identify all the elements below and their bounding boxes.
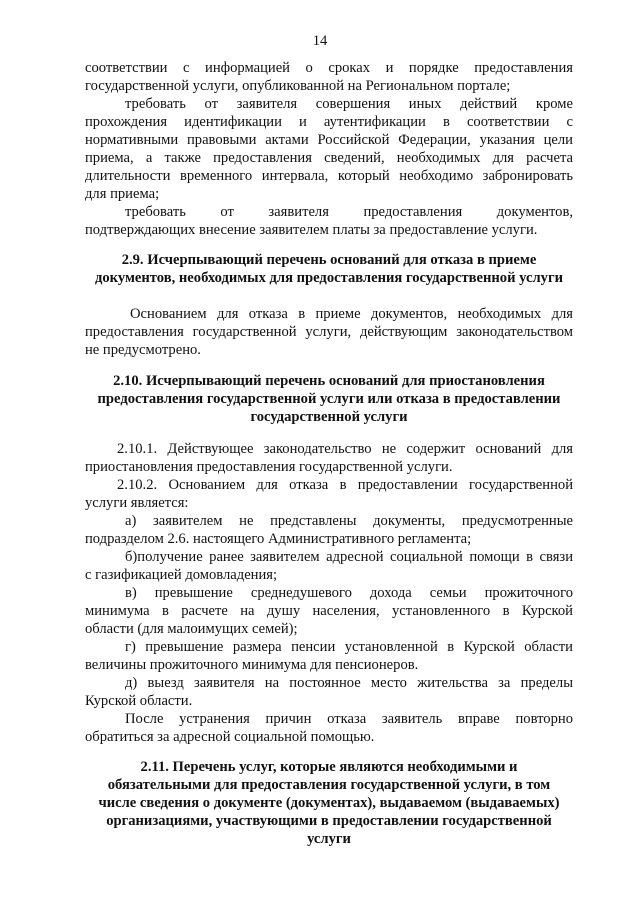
list-item-d: д) выезд заявителя на постоянное место жительства за пределы bbox=[125, 675, 573, 691]
section-heading-2-11: услуги bbox=[307, 831, 351, 847]
section-heading-2-10: государственной услуги bbox=[250, 409, 408, 425]
page-number: 14 bbox=[312, 33, 328, 49]
text-line: минимума в расчете на душу населения, установленного в Курской bbox=[85, 603, 573, 619]
list-item-b: б)получение ранее заявителем адресной социальной помощи в связи bbox=[125, 549, 573, 565]
section-heading-2-11: 2.11. Перечень услуг, которые являются необходимыми и bbox=[140, 759, 518, 775]
text-line: прохождения идентификации и аутентификации в соответствии с bbox=[85, 114, 573, 130]
text-line: с газификацией домовладения; bbox=[85, 567, 278, 583]
text-line: требовать от заявителя предоставления документов, bbox=[125, 204, 573, 220]
section-heading-2-10: 2.10. Исчерпывающий перечень оснований для приостановления bbox=[113, 373, 545, 389]
text-line: величины прожиточного минимума для пенсионеров. bbox=[85, 657, 419, 673]
text-line: приостановления предоставления государственной услуги. bbox=[85, 459, 453, 475]
text-line: длительности временного интервала, который необходимо забронировать bbox=[85, 168, 573, 184]
text-line: 2.10.2. Основанием для отказа в предоставлении государственной bbox=[117, 477, 573, 493]
text-line: После устранения причин отказа заявитель вправе повторно bbox=[125, 711, 573, 727]
section-heading-2-10: предоставления государственной услуги или отказа в предоставлении bbox=[97, 391, 561, 407]
text-line: подтверждающих внесение заявителем платы за предоставление услуги. bbox=[85, 222, 538, 238]
section-heading-2-9: документов, необходимых для предоставления государственной услуги bbox=[95, 270, 563, 286]
text-line: Курской области. bbox=[85, 693, 193, 709]
section-heading-2-11: организациями, участвующими в предоставлении государственной bbox=[106, 813, 552, 829]
list-item-v: в) превышение среднедушевого дохода семьи прожиточного bbox=[125, 585, 573, 601]
text-line: требовать от заявителя совершения иных действий кроме bbox=[125, 96, 573, 112]
text-line: 2.10.1. Действующее законодательство не содержит оснований для bbox=[117, 441, 573, 457]
text-line: обратиться за адресной социальной помощью. bbox=[85, 729, 375, 745]
section-heading-2-9: 2.9. Исчерпывающий перечень оснований для отказа в приеме bbox=[121, 252, 537, 268]
text-line: государственной услуги, опубликованной на Региональном портале; bbox=[85, 78, 511, 94]
text-line: предоставления государственной услуги, действующим законодательством bbox=[85, 324, 573, 340]
text-line: не предусмотрено. bbox=[85, 342, 201, 358]
text-line: подразделом 2.6. настоящего Административного регламента; bbox=[85, 531, 472, 547]
section-heading-2-11: числе сведения о документе (документах), выдаваемом (выдаваемых) bbox=[98, 795, 560, 811]
list-item-g: г) превышение размера пенсии установленной в Курской области bbox=[125, 639, 573, 655]
text-line: Основанием для отказа в приеме документов, необходимых для bbox=[130, 306, 573, 322]
list-item-a: а) заявителем не представлены документы, предусмотренные bbox=[125, 513, 573, 529]
text-line: услуги является: bbox=[85, 495, 189, 511]
text-line: приема, а также предоставления сведений, необходимых для расчета bbox=[85, 150, 573, 166]
section-heading-2-11: обязательными для предоставления государственной услуги, в том bbox=[107, 777, 551, 793]
text-line: области (для малоимущих семей); bbox=[85, 621, 298, 637]
text-line: для приема; bbox=[85, 186, 160, 202]
text-line: соответствии с информацией о сроках и порядке предоставления bbox=[85, 60, 573, 76]
text-line: нормативными правовыми актами Российской Федерации, указания цели bbox=[85, 132, 573, 148]
